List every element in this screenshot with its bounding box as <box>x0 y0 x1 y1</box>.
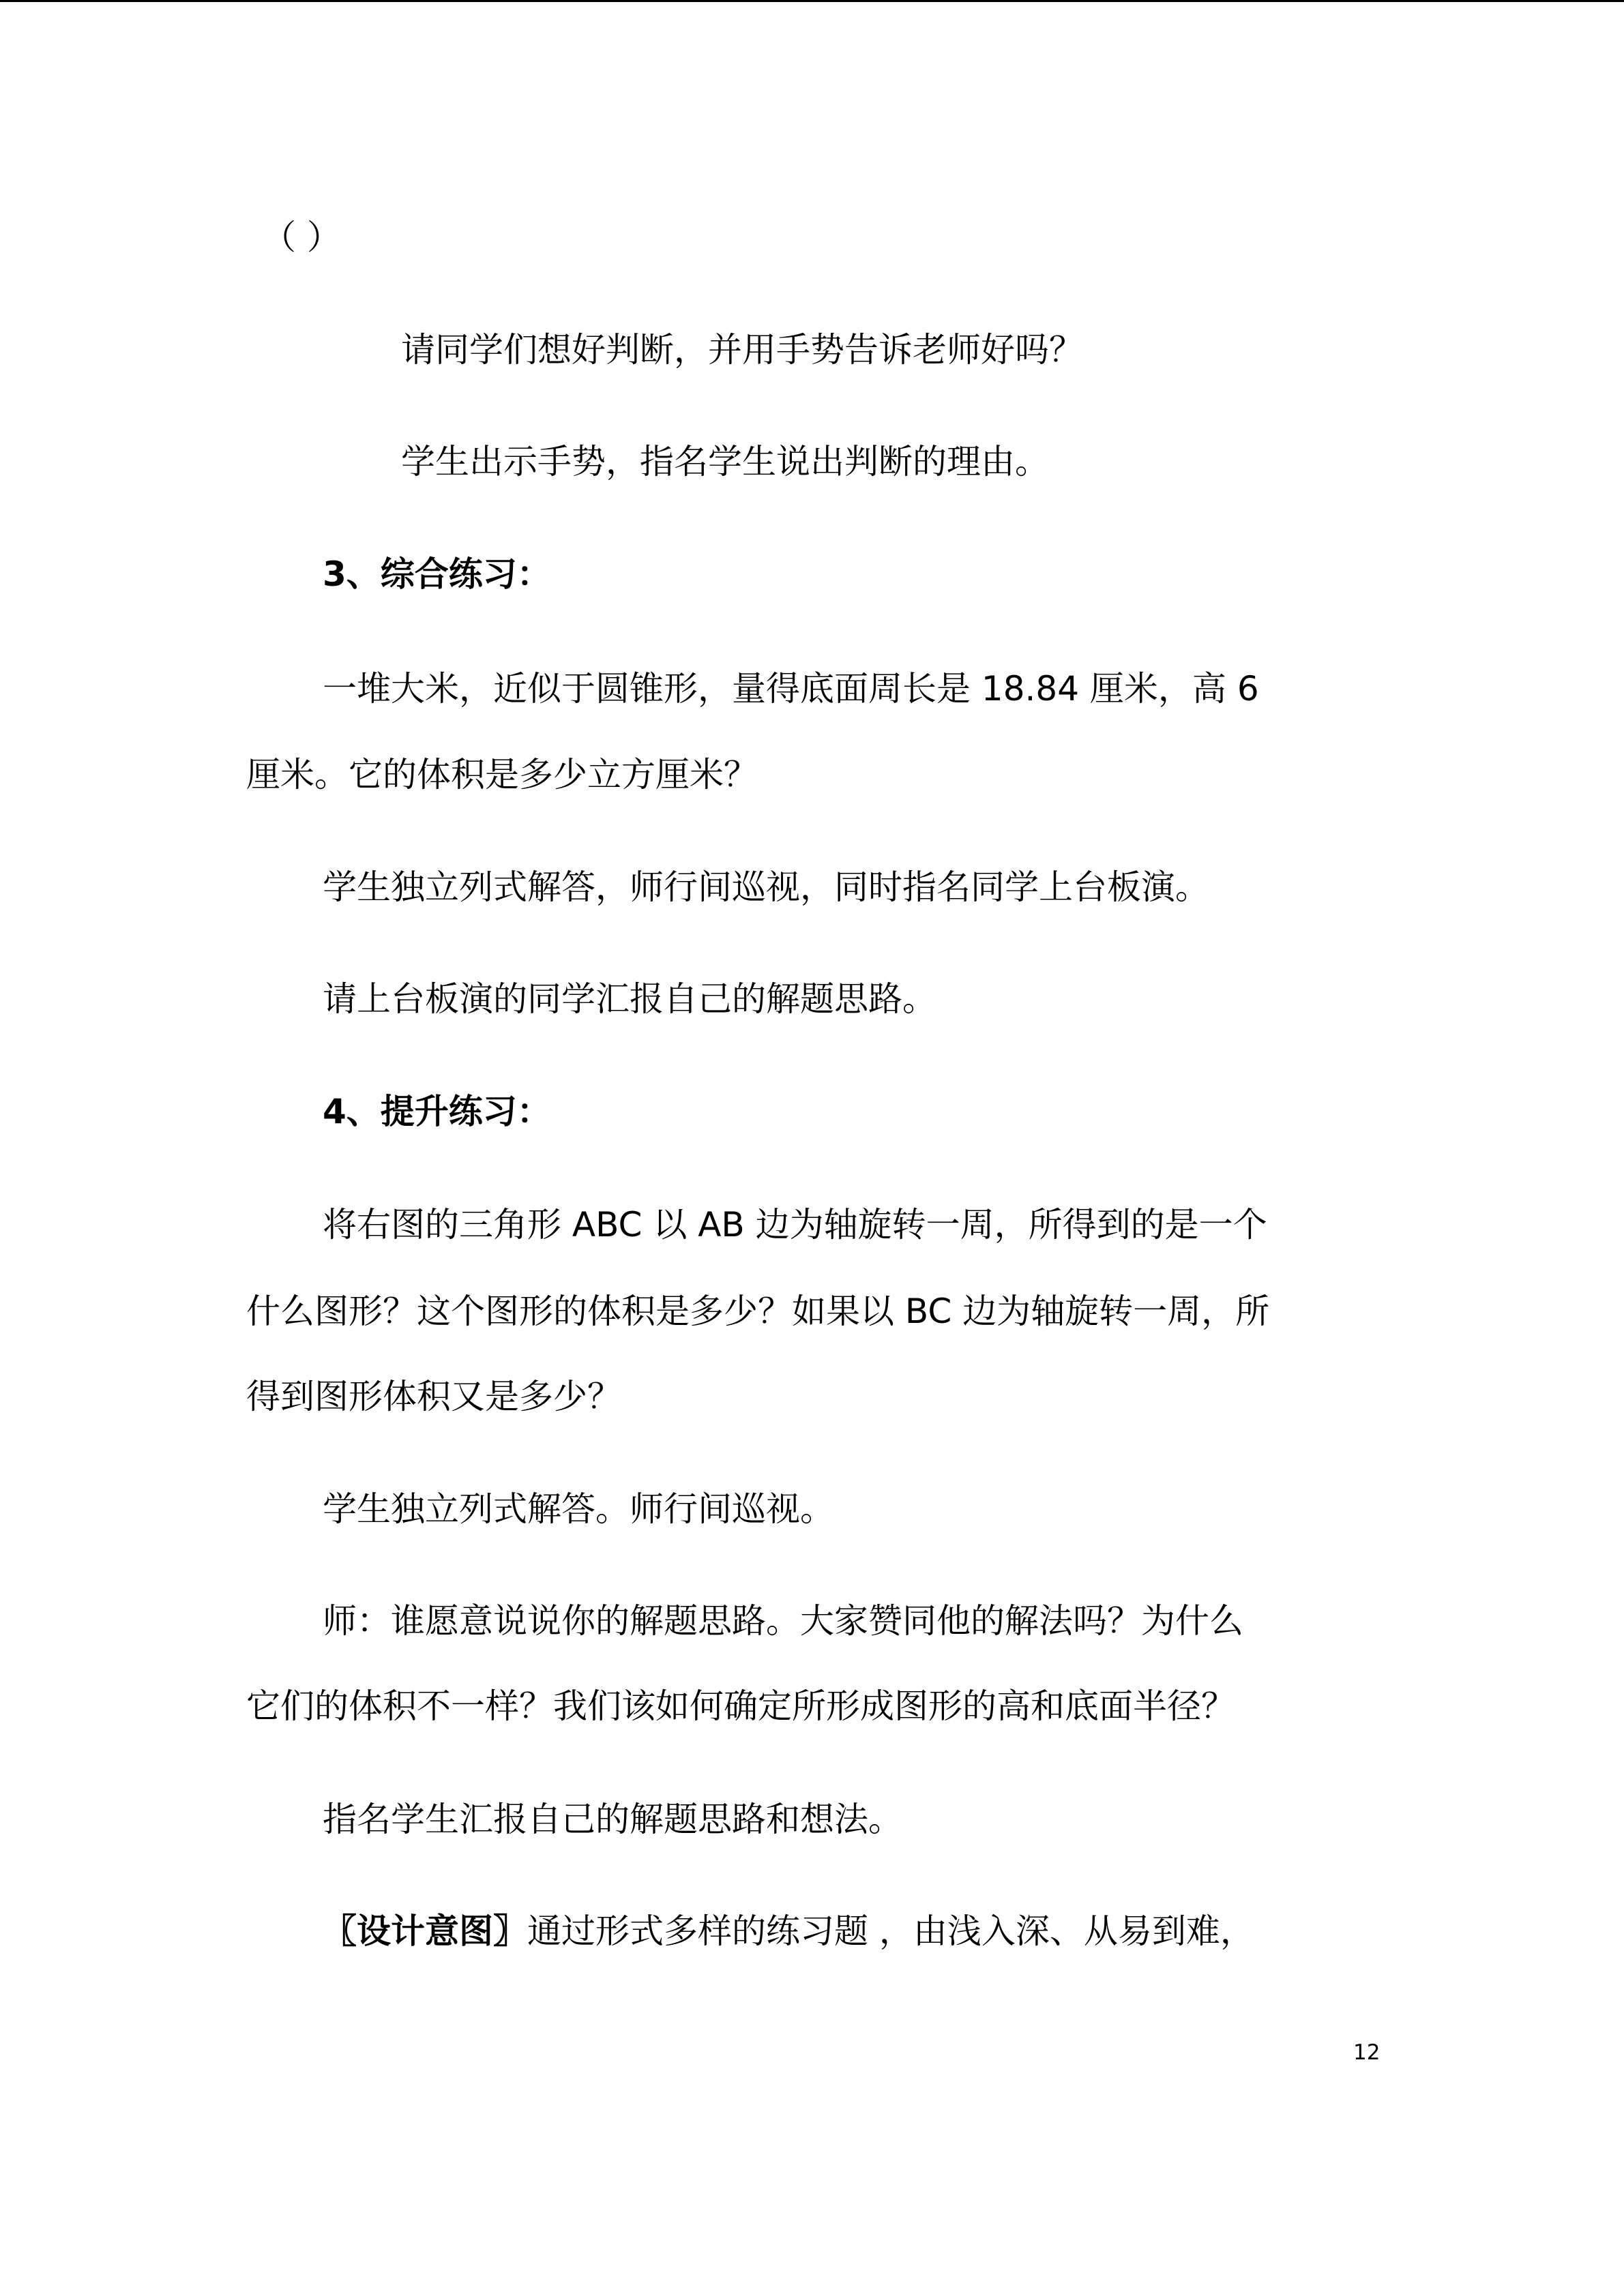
paragraph-line: 学生独立列式解答。师行间巡视。 <box>323 1489 834 1529</box>
paragraph-line: 请上台板演的同学汇报自己的解题思路。 <box>323 979 936 1019</box>
page-number: 12 <box>1353 2040 1381 2065</box>
paragraph-line: 指名学生汇报自己的解题思路和想法。 <box>323 1800 902 1839</box>
paragraph-line: 什么图形？这个图形的体积是多少？如果以 BC 边为轴旋转一周，所 <box>246 1292 1270 1331</box>
paragraph-line: 一堆大米，近似于圆锥形，量得底面周长是 18.84 厘米，高 6 <box>323 669 1259 709</box>
paragraph-line: 得到图形体积又是多少？ <box>246 1377 621 1416</box>
paragraph-line: 请同学们想好判断，并用手势告诉老师好吗？ <box>401 330 1083 370</box>
section-heading-comprehensive-practice: 3、综合练习： <box>323 554 551 594</box>
paragraph-line: 学生独立列式解答，师行间巡视，同时指名同学上台板演。 <box>323 867 1209 907</box>
design-intent-label: 〖设计意图〗 <box>323 1911 527 1951</box>
design-intent-line <box>323 1911 1254 1952</box>
page-top-border <box>0 0 1624 2</box>
paragraph-line: 学生出示手势，指名学生说出判断的理由。 <box>401 442 1049 481</box>
paragraph-line: 厘米。它的体积是多少立方厘米？ <box>246 755 758 794</box>
paragraph-line: 师：谁愿意说说你的解题思路。大家赞同他的解法吗？为什么 <box>323 1601 1243 1641</box>
design-intent-text: 通过形式多样的练习题 ，由浅入深、从易到难， <box>527 1911 1254 1951</box>
section-heading-advanced-practice: 4、提升练习： <box>323 1092 551 1131</box>
paragraph-line: 它们的体积不一样？我们该如何确定所形成图形的高和底面半径？ <box>246 1686 1235 1726</box>
paragraph-line: 将右图的三角形 ABC 以 AB 边为轴旋转一周，所得到的是一个 <box>323 1205 1267 1244</box>
blank-parentheses: （ ） <box>262 218 341 257</box>
